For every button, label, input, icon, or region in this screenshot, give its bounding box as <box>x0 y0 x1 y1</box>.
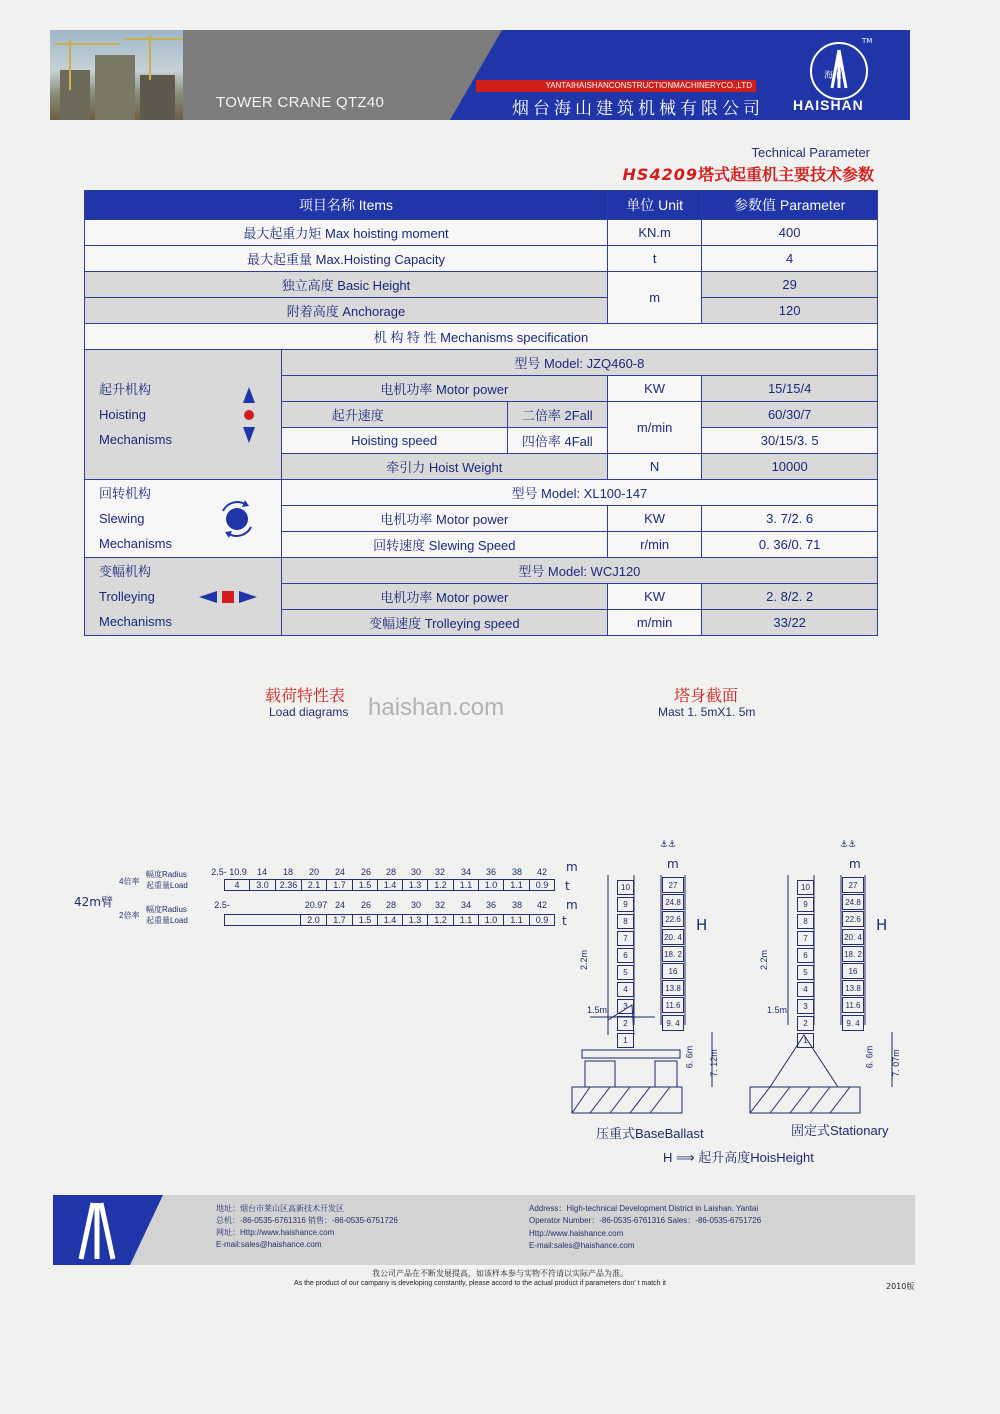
row-basic-height-value: 29 <box>702 272 878 298</box>
hoisting-arrows-icon <box>241 387 257 443</box>
mechanisms-spec-heading: 机 构 特 性 Mechanisms specification <box>85 324 878 350</box>
mast-section-number: 9 <box>617 897 634 912</box>
header-construction-photo <box>50 30 185 120</box>
row-moment-label: 最大起重力矩 Max hoisting moment <box>85 220 608 246</box>
mast-section-number: 8 <box>797 914 814 929</box>
mast-section-number: 6 <box>797 948 814 963</box>
trolleying-name-en: Trolleying <box>99 589 155 604</box>
footer-phone-en: Operator Number：-86-0535-6761316 Sales：-86-0535-6751726 <box>529 1216 762 1225</box>
radius-tick: 20.97 <box>304 900 328 910</box>
radius-tick: 18 <box>282 867 293 877</box>
load-cell: 4 <box>224 879 250 891</box>
trolleying-mechanism-cell <box>85 558 282 636</box>
hoisting-speed-en: Hoisting speed <box>281 428 507 454</box>
mast-unit-right: m <box>849 857 861 871</box>
mast-height-value: 16 <box>842 963 864 979</box>
mast-section-number: 10 <box>797 880 814 895</box>
radius-tick: 42 <box>536 900 547 910</box>
hoisting-model: 型号 Model: JZQ460-8 <box>281 350 877 376</box>
row-moment-value: 400 <box>702 220 878 246</box>
trolleying-speed-unit: m/min <box>607 610 701 636</box>
load-label-2: 起重量Load <box>146 916 188 925</box>
hoisting-mechanism-cell <box>85 350 282 480</box>
radius-tick: 32 <box>434 900 445 910</box>
mast-section-number: 7 <box>797 931 814 946</box>
mast-section-number: 1 <box>797 1033 814 1048</box>
radius-tick: 42 <box>536 867 547 877</box>
logo-text: 海 山 <box>824 71 845 81</box>
unit-t-4: t <box>565 879 570 893</box>
dim-712: 7. 12m <box>708 1049 719 1077</box>
footer-phone-cn: 总机：-86-0535-6761316 销售：-86-0535-6751726 <box>216 1216 398 1225</box>
mast-height-value: 13.8 <box>842 980 864 996</box>
stationary-label: 固定式Stationary <box>791 1123 889 1138</box>
mast-h-left: H <box>696 916 708 934</box>
ballast-label: 压重式BaseBallast <box>596 1126 704 1141</box>
unit-t-2: t <box>562 914 567 928</box>
trolleying-speed-value: 33/22 <box>702 610 878 636</box>
radius-tick: 28 <box>385 867 396 877</box>
hoisting-name-cn: 起升机构 <box>99 382 152 397</box>
mast-section-number: 5 <box>797 965 814 980</box>
footer-web-en: Http://www.haishance.com <box>529 1229 624 1238</box>
radius-tick: 34 <box>460 900 471 910</box>
load-cell: 1.3 <box>402 914 428 926</box>
mast-diagrams <box>560 835 920 1115</box>
slewing-name-cn: 回转机构 <box>99 486 152 501</box>
hoist-weight-label: 牵引力 Hoist Weight <box>281 454 607 480</box>
slewing-speed-label: 回转速度 Slewing Speed <box>281 532 607 558</box>
table-row <box>85 558 878 584</box>
unit-m-2: m <box>566 898 578 912</box>
load-cell: 3.0 <box>249 879 276 891</box>
mast-height-value: 20. 4 <box>842 929 864 945</box>
radius-tick: 38 <box>511 900 522 910</box>
trolleying-motor-unit: KW <box>607 584 701 610</box>
mast-height-value: 20. 4 <box>662 929 684 945</box>
mast-unit-left: m <box>667 857 679 871</box>
mast-diagram-ballast <box>572 840 712 1113</box>
spec-table <box>84 190 878 636</box>
spec-title-cn-text: 塔式起重机主要技术参数 <box>697 165 874 184</box>
trolleying-arrows-icon <box>199 590 257 604</box>
dim-66-right: 6. 6m <box>864 1045 875 1069</box>
mast-section-number: 5 <box>617 965 634 980</box>
mast-height-value: 18. 2 <box>662 946 684 962</box>
mast-section-number: 9 <box>797 897 814 912</box>
header-brand: HAISHAN <box>793 97 864 113</box>
load-cell: 1.1 <box>503 914 530 926</box>
dim-66-left: 6. 6m <box>684 1045 695 1069</box>
trolleying-motor-value: 2. 8/2. 2 <box>702 584 878 610</box>
load-cell: 1.2 <box>427 879 454 891</box>
disclaimer-cn: 我公司产品在不断发展提高，如该样本参与实物不符请以实际产品为准。 <box>372 1269 628 1278</box>
footer-band <box>53 1195 915 1265</box>
load-cell: 2.36 <box>275 879 302 891</box>
mast-height-value: 9. 4 <box>842 1015 864 1031</box>
hoisting-speed4: 30/15/3. 5 <box>702 428 878 454</box>
header-company-cn: 烟台海山建筑机械有限公司 <box>512 99 764 119</box>
edition-year: 2010版 <box>886 1282 915 1291</box>
footer-web-cn: 网址：Http://www.haishance.com <box>216 1228 335 1237</box>
load-cell: 2.1 <box>301 879 327 891</box>
hook-icon-right: ⚓⚓ <box>840 840 857 850</box>
radius-tick: 36 <box>485 900 496 910</box>
dim-707: 7. 07m <box>890 1049 901 1077</box>
disclaimer-en: As the product of our campany is developing constantly, please accord to the actual product if parameters don' t match it <box>293 1280 667 1287</box>
haishan-logo-icon <box>810 42 868 100</box>
hoisting-motor-unit: KW <box>607 376 701 402</box>
mast-height-value: 11.6 <box>842 997 864 1013</box>
arm-length-label: 42m臂 <box>74 895 113 909</box>
load-cell: 1.3 <box>402 879 428 891</box>
radius-tick: 2.5- <box>214 900 230 910</box>
slewing-motor-label: 电机功率 Motor power <box>281 506 607 532</box>
slewing-name-en2: Mechanisms <box>99 536 172 551</box>
header-company-en: YANTAIHAISHANCONSTRUCTIONMACHINERYCO.,LTD <box>545 81 752 90</box>
load-cell-empty <box>224 914 301 926</box>
hook-icon-left: ⚓⚓ <box>660 840 677 850</box>
load-cell: 1.1 <box>453 914 479 926</box>
mast-height-value: 16 <box>662 963 684 979</box>
table-row <box>85 350 878 376</box>
load-cell: 1.7 <box>326 914 353 926</box>
load-cell: 0.9 <box>529 879 555 891</box>
slewing-mechanism-cell <box>85 480 282 558</box>
table-row <box>85 480 878 506</box>
header-model-title: TOWER CRANE QTZ40 <box>216 94 385 111</box>
mast-section-number: 6 <box>617 948 634 963</box>
crane-photo-graphic <box>50 30 185 120</box>
technical-parameter-title: Technical Parameter <box>751 145 870 160</box>
radius-tick: 28 <box>385 900 396 910</box>
radius-tick: 32 <box>434 867 445 877</box>
row-anchorage-label: 附着高度 Anchorage <box>85 298 608 324</box>
dim-22-left: 2.2m <box>579 949 590 971</box>
slewing-model: 型号 Model: XL100-147 <box>281 480 877 506</box>
load-diagram-title-cn: 载荷特性表 <box>265 686 346 705</box>
hoist-height-legend: H ⟹ 起升高度HoisHeight <box>663 1150 814 1165</box>
mast-section-number: 3 <box>797 999 814 1014</box>
hoisting-name-en: Hoisting <box>99 407 146 422</box>
radius-tick: 26 <box>360 900 371 910</box>
radius-tick: 38 <box>511 867 522 877</box>
trolleying-motor-label: 电机功率 Motor power <box>281 584 607 610</box>
spec-title-cn <box>560 162 874 185</box>
table-row <box>85 272 878 298</box>
mast-title-en: Mast 1. 5mX1. 5m <box>658 705 756 719</box>
radius-tick: 14 <box>256 867 267 877</box>
dim-22-right: 2.2m <box>759 949 770 971</box>
mast-h-right: H <box>876 916 888 934</box>
load-cell: 1.1 <box>453 879 479 891</box>
hoist-weight-unit: N <box>607 454 701 480</box>
trolleying-name-cn: 变幅机构 <box>99 564 152 579</box>
radius-tick: 26 <box>360 867 371 877</box>
load-cell: 1.4 <box>377 914 403 926</box>
load-diagram-title-en: Load diagrams <box>269 705 349 719</box>
slewing-rotation-icon <box>217 499 257 539</box>
radius-label-2: 幅度Radius <box>146 905 187 914</box>
mast-section-number: 4 <box>797 982 814 997</box>
table-row <box>85 220 878 246</box>
load-cell: 2.0 <box>300 914 327 926</box>
load-cell: 1.1 <box>503 879 530 891</box>
load-cell: 1.0 <box>478 914 504 926</box>
radius-tick: 30 <box>410 900 421 910</box>
load-cell: 1.2 <box>427 914 454 926</box>
load-cell: 1.5 <box>352 879 378 891</box>
radius-tick: 30 <box>410 867 421 877</box>
radius-label-4: 幅度Radius <box>146 870 187 879</box>
header-unit: 单位 Unit <box>607 191 701 220</box>
mast-height-value: 13.8 <box>662 980 684 996</box>
mast-title-cn: 塔身截面 <box>674 686 739 705</box>
mast-section-number: 7 <box>617 931 634 946</box>
table-row <box>85 324 878 350</box>
trademark-mark: TM <box>862 37 873 45</box>
slewing-motor-unit: KW <box>607 506 701 532</box>
table-row <box>85 246 878 272</box>
mast-height-value: 24.8 <box>842 894 864 910</box>
table-row <box>85 298 878 324</box>
radius-tick: 24 <box>334 867 345 877</box>
trolleying-model: 型号 Model: WCJ120 <box>281 558 877 584</box>
radius-tick: 24 <box>334 900 345 910</box>
mast-section-number: 2 <box>797 1016 814 1031</box>
slewing-motor-value: 3. 7/2. 6 <box>702 506 878 532</box>
mast-section-number: 2 <box>617 1016 634 1031</box>
hoisting-fall4: 四倍率 4Fall <box>507 428 607 454</box>
slewing-speed-value: 0. 36/0. 71 <box>702 532 878 558</box>
hoist-weight-value: 10000 <box>702 454 878 480</box>
mast-section-number: 3 <box>617 999 634 1014</box>
mast-height-value: 9. 4 <box>662 1015 684 1031</box>
mast-section-number: 4 <box>617 982 634 997</box>
mast-height-value: 11.6 <box>662 997 684 1013</box>
model-number: HS4209 <box>622 165 698 184</box>
trolleying-name-en2: Mechanisms <box>99 614 172 629</box>
mast-height-value: 22.6 <box>662 911 684 927</box>
radius-tick: 20 <box>308 867 319 877</box>
load-cell: 1.0 <box>478 879 504 891</box>
row-capacity-value: 4 <box>702 246 878 272</box>
hoisting-motor-value: 15/15/4 <box>702 376 878 402</box>
table-header-row <box>85 191 878 220</box>
hoisting-speed-unit: m/min <box>607 402 701 454</box>
radius-tick: 2.5- 10.9 <box>211 867 247 877</box>
mast-height-value: 27 <box>842 877 864 893</box>
hoisting-motor-label: 电机功率 Motor power <box>281 376 607 402</box>
hoisting-fall2: 二倍率 2Fall <box>507 402 607 428</box>
mast-height-value: 24.8 <box>662 894 684 910</box>
load-label-4: 起重量Load <box>146 881 188 890</box>
dim-15-left: 1.5m <box>587 1005 608 1015</box>
slewing-name-en: Slewing <box>99 511 145 526</box>
mast-section-number: 8 <box>617 914 634 929</box>
mast-height-value: 18. 2 <box>842 946 864 962</box>
footer-email-en: E-mail:sales@haishance.com <box>529 1241 635 1250</box>
row-anchorage-value: 120 <box>702 298 878 324</box>
mast-height-value: 22.6 <box>842 911 864 927</box>
load-cell: 1.4 <box>377 879 403 891</box>
trolleying-speed-label: 变幅速度 Trolleying speed <box>281 610 607 636</box>
mast-section-number: 10 <box>617 880 634 895</box>
row-capacity-label: 最大起重量 Max.Hoisting Capacity <box>85 246 608 272</box>
load-cell: 0.9 <box>529 914 555 926</box>
footer-address-cn: 地址：烟台市莱山区高新技术开发区 <box>216 1204 344 1213</box>
row-height-unit: m <box>607 272 701 324</box>
unit-m-4: m <box>566 860 578 874</box>
row-capacity-unit: t <box>607 246 701 272</box>
watermark: haishan.com <box>368 694 505 721</box>
footer-email-cn: E-mail:sales@haishance.com <box>216 1240 322 1249</box>
hoisting-name-en2: Mechanisms <box>99 432 172 447</box>
row-basic-height-label: 独立高度 Basic Height <box>85 272 608 298</box>
load-cell: 1.7 <box>326 879 353 891</box>
mast-section-number: 1 <box>617 1033 634 1048</box>
header-parameter: 参数值 Parameter <box>702 191 878 220</box>
footer-address-en: Address：High-technical Development District in Laishan. Yantai <box>529 1204 759 1213</box>
row-moment-unit: KN.m <box>607 220 701 246</box>
mast-height-value: 27 <box>662 877 684 893</box>
load-cell: 1.5 <box>352 914 378 926</box>
slewing-speed-unit: r/min <box>607 532 701 558</box>
radius-tick: 34 <box>460 867 471 877</box>
dim-15-right: 1.5m <box>767 1005 788 1015</box>
fall4-label: 4倍率 <box>119 877 140 886</box>
header-items: 项目名称 Items <box>85 191 608 220</box>
mast-diagram-stationary <box>750 840 892 1113</box>
hoisting-speed2: 60/30/7 <box>702 402 878 428</box>
radius-tick: 36 <box>485 867 496 877</box>
fall2-label: 2倍率 <box>119 911 140 920</box>
hoisting-speed-cn: 起升速度 <box>281 402 507 428</box>
